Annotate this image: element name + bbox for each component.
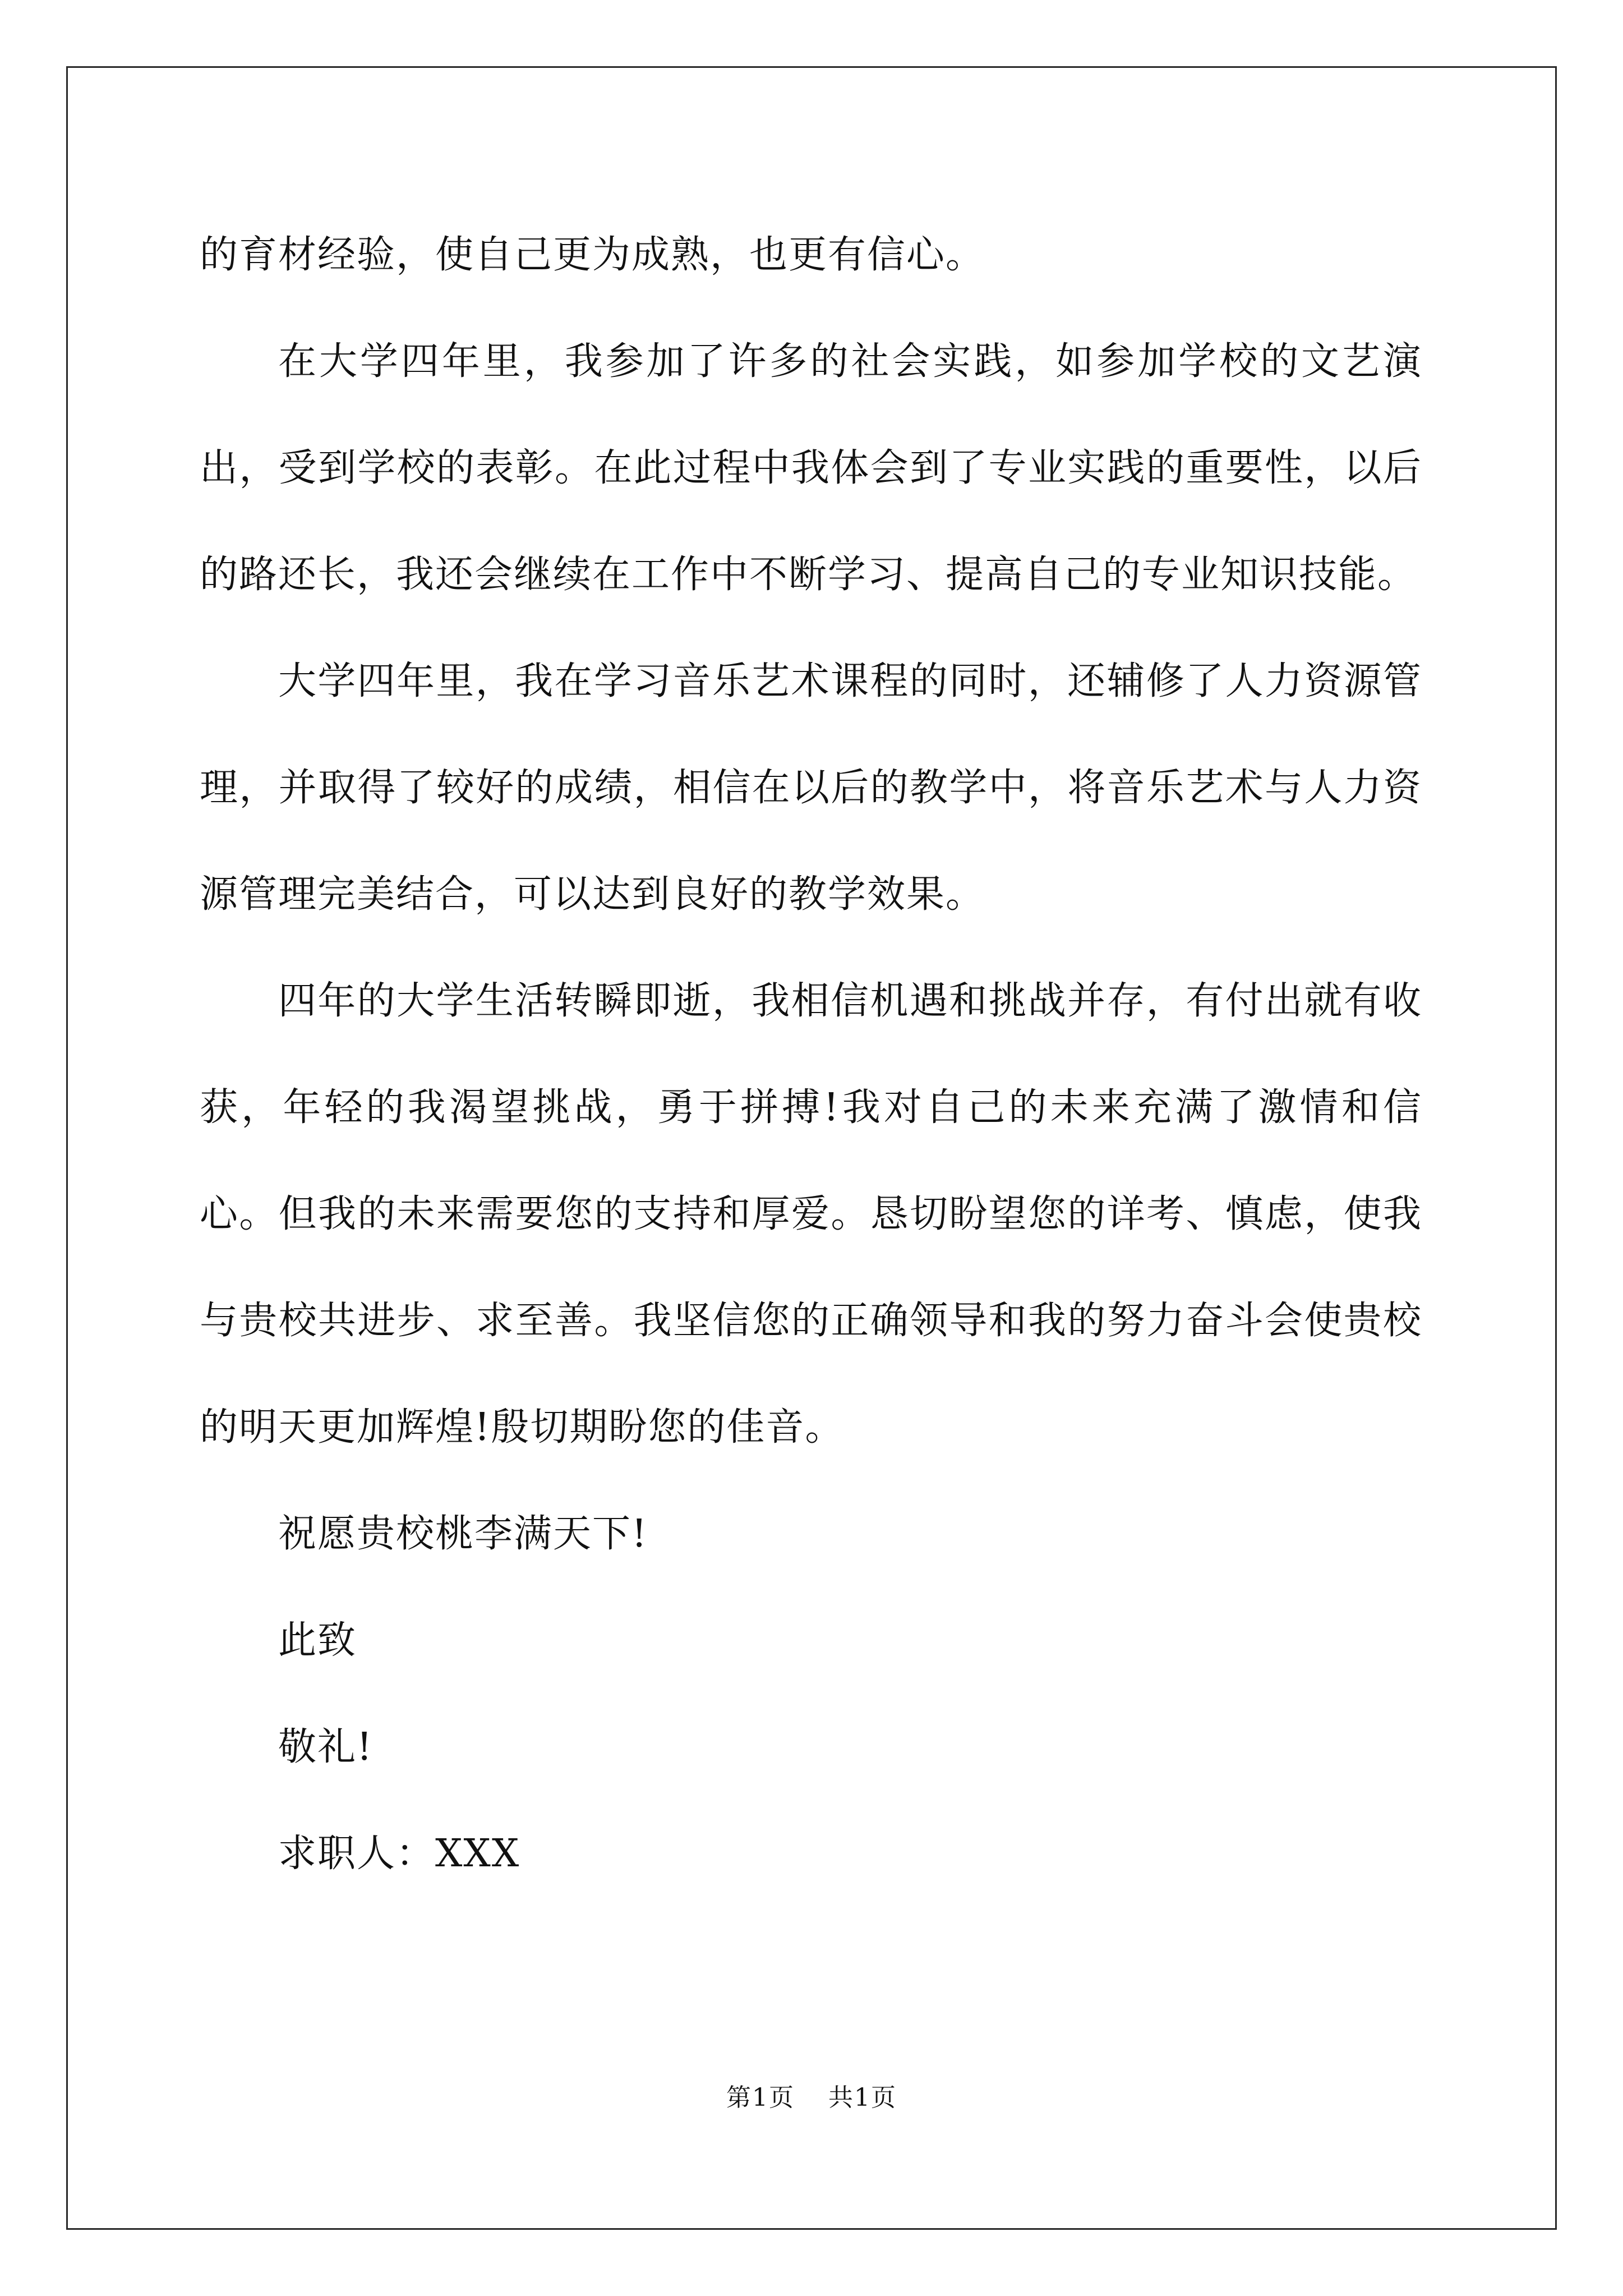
paragraph-studies: 大学四年里，我在学习音乐艺术课程的同时，还辅修了人力资源管理，并取得了较好的成绩，相信在以后的教学中，将音乐艺术与人力资源管理完美结合，可以达到良好的教学效果。 [200,659,1422,917]
paragraph-social-practice: 在大学四年里，我参加了许多的社会实践，如参加学校的文艺演出，受到学校的表彰。在此过程中我体会到了专业实践的重要性，以后的路还长，我还会继续在工作中不断学习、提高自己的专业知识技能。 [200,339,1422,597]
signature: 求职人：XXX [278,1832,520,1876]
closing-wish: 祝愿贵校桃李满天下! [278,1512,648,1556]
paragraph-continuation: 的育材经验，使自己更为成熟，也更有信心。 [200,233,985,277]
paragraph-aspiration: 四年的大学生活转瞬即逝，我相信机遇和挑战并存，有付出就有收获，年轻的我渴望挑战，勇于拼搏!我对自己的未来充满了激情和信心。但我的未来需要您的支持和厚爱。恳切盼望您的详考、慎虑，使我与贵校共进步、求至善。我坚信您的正确领导和我的努力奋斗会使贵校的明天更加辉煌!殷切期盼您的佳音。 [200,979,1422,1450]
closing-salutation: 此致 [278,1618,357,1663]
page-total: 共1页 [828,2083,897,2112]
letter-body [200,202,1422,1907]
closing-regards: 敬礼! [278,1725,374,1769]
page-footer [0,2081,1623,2115]
page-number: 第1页 [726,2083,795,2112]
